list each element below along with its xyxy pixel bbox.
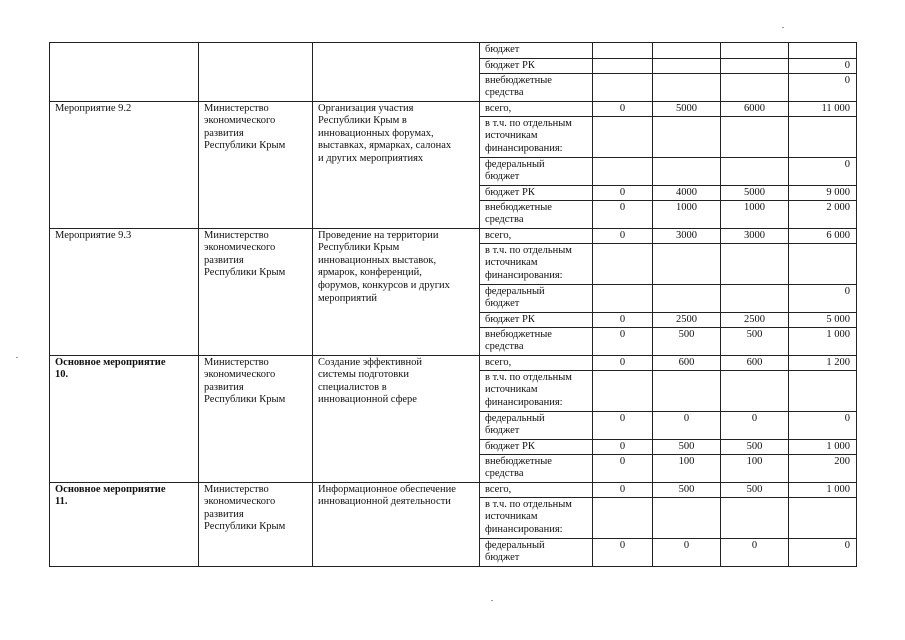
total-value: 1 000	[789, 327, 857, 355]
value-col-2: 4000	[653, 185, 721, 200]
funding-source: федеральный бюджет	[485, 539, 545, 564]
value-col-2: 2500	[653, 312, 721, 327]
event-name: Основное мероприятие 10.	[55, 356, 166, 381]
value-col-1: 0	[593, 185, 653, 200]
event-name-cell	[50, 482, 199, 566]
value-col-3: 5000	[721, 185, 789, 200]
funding-source-cell	[480, 200, 593, 228]
value-col-3	[721, 43, 789, 59]
value-col-3	[721, 73, 789, 101]
description-cell	[313, 355, 480, 482]
funding-source: внебюджетные средства	[485, 455, 552, 480]
funding-source: федеральный бюджет	[485, 412, 545, 437]
value-col-2: 0	[653, 411, 721, 439]
table-row	[50, 482, 857, 497]
value-col-2: 500	[653, 482, 721, 497]
value-col-1	[593, 73, 653, 101]
value-col-1	[593, 43, 653, 59]
description: Создание эффективной системы подготовки специалистов в инновационной сфере	[318, 356, 423, 406]
value-col-1	[593, 59, 653, 74]
scan-speck	[782, 27, 784, 28]
value-col-3: 500	[721, 482, 789, 497]
funding-source-cell	[480, 370, 593, 411]
funding-source-cell	[480, 73, 593, 101]
funding-source-cell	[480, 116, 593, 157]
funding-source: бюджет РК	[485, 313, 535, 325]
value-col-3	[721, 284, 789, 312]
value-col-2	[653, 497, 721, 538]
value-col-1: 0	[593, 312, 653, 327]
value-col-3: 500	[721, 439, 789, 454]
value-col-2	[653, 370, 721, 411]
total-value: 0	[789, 59, 857, 74]
value-col-2	[653, 43, 721, 59]
scan-speck	[16, 357, 18, 358]
value-col-2: 500	[653, 327, 721, 355]
executor: Министерство экономического развития Республики Крым	[204, 229, 286, 279]
event-name: Мероприятие 9.3	[55, 229, 132, 241]
value-col-3: 500	[721, 327, 789, 355]
total-value: 5 000	[789, 312, 857, 327]
executor: Министерство экономического развития Республики Крым	[204, 102, 286, 152]
description-cell	[313, 228, 480, 355]
total-value	[789, 43, 857, 59]
description: Информационное обеспечение инновационной деятельности	[318, 483, 456, 508]
value-col-2	[653, 73, 721, 101]
value-col-2: 5000	[653, 101, 721, 116]
value-col-1: 0	[593, 355, 653, 370]
value-col-2: 100	[653, 454, 721, 482]
funding-source: федеральный бюджет	[485, 158, 545, 183]
table-row	[50, 355, 857, 370]
funding-source-cell	[480, 497, 593, 538]
funding-source-cell	[480, 43, 593, 59]
funding-source: в т.ч. по отдельным источникам финансирования:	[485, 498, 572, 535]
value-col-3: 0	[721, 538, 789, 566]
funding-source-cell	[480, 312, 593, 327]
funding-source: всего,	[485, 229, 512, 241]
value-col-2	[653, 59, 721, 74]
funding-source-cell	[480, 411, 593, 439]
total-value: 0	[789, 284, 857, 312]
funding-source: внебюджетные средства	[485, 201, 552, 226]
funding-source: в т.ч. по отдельным источникам финансирования:	[485, 371, 572, 408]
value-col-3: 6000	[721, 101, 789, 116]
executor-cell	[199, 228, 313, 355]
executor-cell	[199, 482, 313, 566]
funding-source: бюджет РК	[485, 440, 535, 452]
value-col-1: 0	[593, 538, 653, 566]
value-col-3	[721, 497, 789, 538]
value-col-1: 0	[593, 101, 653, 116]
total-value	[789, 497, 857, 538]
funding-source: внебюджетные средства	[485, 328, 552, 353]
value-col-1: 0	[593, 482, 653, 497]
table-row	[50, 43, 857, 59]
value-col-3: 2500	[721, 312, 789, 327]
event-name-cell	[50, 43, 199, 102]
value-col-2: 3000	[653, 228, 721, 243]
funding-source: всего,	[485, 102, 512, 114]
executor: Министерство экономического развития Республики Крым	[204, 356, 286, 406]
executor: Министерство экономического развития Республики Крым	[204, 483, 286, 533]
value-col-3	[721, 157, 789, 185]
value-col-2: 0	[653, 538, 721, 566]
value-col-3	[721, 243, 789, 284]
scan-speck	[491, 600, 493, 601]
total-value	[789, 243, 857, 284]
funding-source-cell	[480, 243, 593, 284]
value-col-3	[721, 59, 789, 74]
total-value: 0	[789, 538, 857, 566]
value-col-2	[653, 243, 721, 284]
total-value: 2 000	[789, 200, 857, 228]
value-col-1: 0	[593, 454, 653, 482]
table-row	[50, 228, 857, 243]
funding-source: бюджет	[485, 44, 520, 55]
event-name-cell	[50, 355, 199, 482]
funding-source-cell	[480, 228, 593, 243]
funding-source-cell	[480, 157, 593, 185]
funding-source-cell	[480, 538, 593, 566]
value-col-1	[593, 157, 653, 185]
value-col-3: 0	[721, 411, 789, 439]
program-funding-table	[49, 42, 857, 567]
value-col-1	[593, 243, 653, 284]
funding-source: в т.ч. по отдельным источникам финансирования:	[485, 117, 572, 154]
value-col-2: 500	[653, 439, 721, 454]
total-value: 6 000	[789, 228, 857, 243]
funding-source-cell	[480, 355, 593, 370]
funding-source: всего,	[485, 356, 512, 368]
executor-cell	[199, 101, 313, 228]
value-col-2	[653, 116, 721, 157]
value-col-1: 0	[593, 439, 653, 454]
funding-source-cell	[480, 101, 593, 116]
total-value: 11 000	[789, 101, 857, 116]
executor-cell	[199, 43, 313, 102]
total-value: 0	[789, 411, 857, 439]
total-value	[789, 370, 857, 411]
funding-source-cell	[480, 185, 593, 200]
total-value: 1 000	[789, 482, 857, 497]
total-value: 9 000	[789, 185, 857, 200]
value-col-2	[653, 157, 721, 185]
value-col-2: 1000	[653, 200, 721, 228]
event-name-cell	[50, 101, 199, 228]
total-value: 200	[789, 454, 857, 482]
description-cell	[313, 43, 480, 102]
value-col-1: 0	[593, 411, 653, 439]
description-cell	[313, 101, 480, 228]
value-col-1	[593, 284, 653, 312]
total-value	[789, 116, 857, 157]
funding-source: бюджет РК	[485, 60, 535, 71]
value-col-3: 100	[721, 454, 789, 482]
value-col-3: 3000	[721, 228, 789, 243]
value-col-3: 1000	[721, 200, 789, 228]
value-col-3	[721, 116, 789, 157]
funding-source: внебюджетные средства	[485, 74, 552, 99]
value-col-1: 0	[593, 228, 653, 243]
total-value: 0	[789, 157, 857, 185]
table-body	[50, 43, 857, 567]
value-col-2	[653, 284, 721, 312]
event-name: Основное мероприятие 11.	[55, 483, 166, 508]
funding-source-cell	[480, 454, 593, 482]
value-col-3: 600	[721, 355, 789, 370]
funding-source-cell	[480, 59, 593, 74]
total-value: 1 200	[789, 355, 857, 370]
value-col-2: 600	[653, 355, 721, 370]
value-col-1: 0	[593, 327, 653, 355]
executor-cell	[199, 355, 313, 482]
table-row	[50, 101, 857, 116]
value-col-1	[593, 116, 653, 157]
value-col-3	[721, 370, 789, 411]
total-value: 0	[789, 73, 857, 101]
funding-source-cell	[480, 327, 593, 355]
value-col-1: 0	[593, 200, 653, 228]
funding-source-cell	[480, 439, 593, 454]
value-col-1	[593, 497, 653, 538]
funding-source: всего,	[485, 483, 512, 495]
event-name-cell	[50, 228, 199, 355]
event-name: Мероприятие 9.2	[55, 102, 132, 114]
total-value: 1 000	[789, 439, 857, 454]
funding-source-cell	[480, 284, 593, 312]
funding-source-cell	[480, 482, 593, 497]
description-cell	[313, 482, 480, 566]
description: Проведение на территории Республики Крым инновационных выставок, ярмарок, конференций, форумов, конкурсов и других мероприятий	[318, 229, 450, 304]
description: Организация участия Республики Крым в инновационных форумах, выставках, ярмарках, салонах и других мероприятиях	[318, 102, 452, 164]
value-col-1	[593, 370, 653, 411]
funding-source: федеральный бюджет	[485, 285, 545, 310]
funding-source: в т.ч. по отдельным источникам финансирования:	[485, 244, 572, 281]
funding-source: бюджет РК	[485, 186, 535, 198]
